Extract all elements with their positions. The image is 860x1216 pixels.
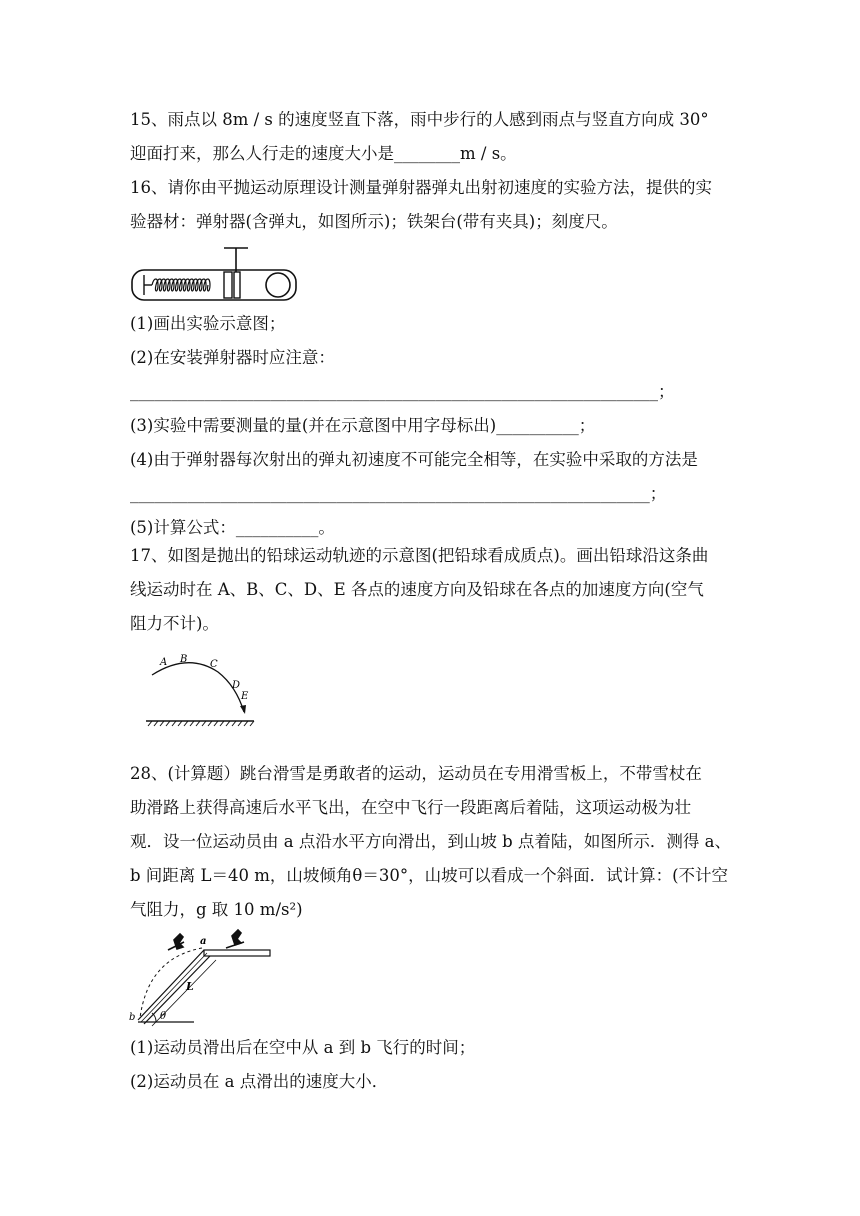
q28-line-2: 助滑路上获得高速后水平飞出，在空中飞行一段距离后着陆，这项运动极为壮 <box>130 798 691 817</box>
length-l-label: L <box>186 980 194 993</box>
q16-part-4: (4)由于弹射器每次射出的弹丸初速度不可能完全相等，在实验中采取的方法是 <box>130 450 698 469</box>
q28-line-1: 28、(计算题）跳台滑雪是勇敢者的运动，运动员在专用滑雪板上，不带雪杖在 <box>130 764 702 783</box>
ski-jump-figure <box>128 928 278 1028</box>
q16-line-2: 验器材：弹射器(含弹丸，如图所示)；铁架台(带有夹具)；刻度尺。 <box>130 212 618 231</box>
q17-line-1: 17、如图是抛出的铅球运动轨迹的示意图(把铅球看成质点)。画出铅球沿这条曲 <box>130 546 709 565</box>
q16-part-3: (3)实验中需要测量的量(并在示意图中用字母标出)__________； <box>130 416 596 435</box>
q16-line-1: 16、请你由平抛运动原理设计测量弹射器弹丸出射初速度的实验方法，提供的实 <box>130 178 712 197</box>
ejector-diagram <box>130 245 300 303</box>
q16-part-2-blank: ________________________________________________________________； <box>130 382 675 401</box>
q16-part-1: (1)画出实验示意图； <box>130 314 286 333</box>
point-e-label: E <box>241 691 249 702</box>
q28-part-2: (2)运动员在 a 点滑出的速度大小． <box>130 1072 389 1091</box>
shot-put-trajectory <box>140 650 260 730</box>
point-a-label: A <box>160 657 168 668</box>
point-a-label: a <box>200 936 207 947</box>
q28-part-1: (1)运动员滑出后在空中从 a 到 b 飞行的时间； <box>130 1038 476 1057</box>
shot-put-figure <box>140 650 260 730</box>
q16-part-2: (2)在安装弹射器时应注意： <box>130 348 335 367</box>
ejector-figure <box>130 245 300 303</box>
q17-line-2: 线运动时在 A、B、C、D、E 各点的速度方向及铅球在各点的加速度方向(空气 <box>130 580 704 599</box>
q28-line-5: 气阻力，g 取 10 m/s²) <box>130 900 303 919</box>
point-b-label: b <box>129 1012 136 1023</box>
point-b-label: B <box>180 654 188 665</box>
point-c-label: C <box>210 659 218 670</box>
q15-line-2: 迎面打来，那么人行走的速度大小是________m / s。 <box>130 144 517 163</box>
q15-line-1: 15、雨点以 8m / s 的速度竖直下落，雨中步行的人感到雨点与竖直方向成 30° <box>130 110 709 129</box>
angle-theta-label: θ <box>160 1011 167 1022</box>
q28-line-3: 观．设一位运动员由 a 点沿水平方向滑出，到山坡 b 点着陆，如图所示．测得 a、 <box>130 832 731 851</box>
q16-part-4-blank: _______________________________________________________________； <box>130 484 667 503</box>
point-d-label: D <box>232 680 241 691</box>
q28-line-4: b 间距离 L＝40 m，山坡倾角θ＝30°，山坡可以看成一个斜面．试计算：(不计空 <box>130 866 729 885</box>
ski-jump-diagram <box>128 928 278 1028</box>
q17-line-3: 阻力不计)。 <box>130 614 219 633</box>
q16-part-5: (5)计算公式：__________。 <box>130 518 335 537</box>
